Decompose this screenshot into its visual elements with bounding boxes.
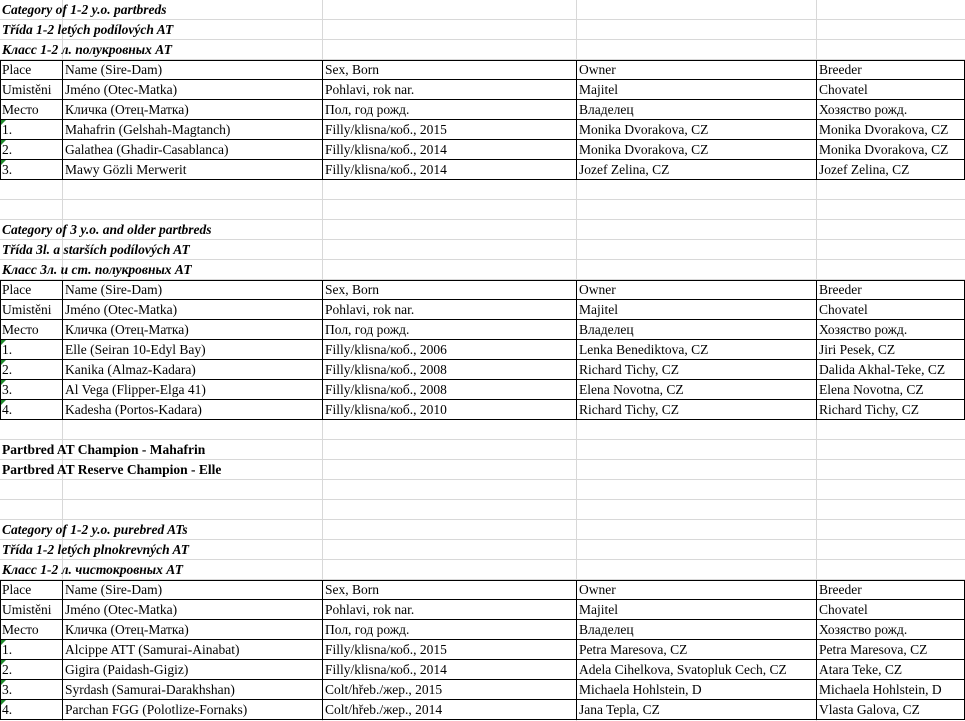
place-cell-text: Place [2,582,32,597]
breeder-cell-text: Dalida Akhal-Teke, CZ [819,362,946,377]
owner-cell-text: Lenka Benediktova, CZ [579,342,709,357]
name-cell-text: Jméno (Otec-Matka) [65,302,178,317]
table-border [0,299,965,300]
owner-cell[interactable] [577,100,817,120]
place-cell-text: 1. [2,642,13,657]
sex-born-cell[interactable] [323,80,577,100]
breeder-cell[interactable] [817,360,965,380]
owner-cell[interactable] [577,680,817,700]
owner-cell[interactable] [577,280,817,300]
name-cell-text: Al Vega (Flipper-Elga 41) [65,382,206,397]
breeder-cell-text: Michaela Hohlstein, D [819,682,942,697]
sex-born-cell-text: Colt/hřeb./жер., 2014 [325,702,443,717]
owner-cell[interactable] [577,360,817,380]
sex-born-cell-text: Filly/klisna/коб., 2014 [325,142,447,157]
place-cell[interactable] [0,60,63,80]
breeder-cell-text: Elena Novotna, CZ [819,382,924,397]
name-cell[interactable] [63,640,323,660]
header-row [0,300,965,320]
sex-born-cell-text: Filly/klisna/коб., 2014 [325,162,447,177]
owner-cell-text: Majitel [579,82,618,97]
breeder-cell[interactable] [817,140,965,160]
place-cell[interactable] [0,620,63,640]
sex-born-cell-text: Пол, год рожд. [325,322,410,337]
table-border [576,580,577,720]
breeder-cell-text: Petra Maresova, CZ [819,642,928,657]
table-border [0,139,965,140]
table-border [0,699,965,700]
place-cell[interactable] [0,280,63,300]
owner-cell[interactable] [577,120,817,140]
sex-born-cell-text: Sex, Born [325,582,379,597]
table-border [576,280,577,420]
sex-born-cell[interactable] [323,160,577,180]
sex-born-cell[interactable] [323,140,577,160]
place-cell[interactable] [0,400,63,420]
owner-cell-text: Michaela Hohlstein, D [579,682,702,697]
name-cell-text: Parchan FGG (Polotlize-Fornaks) [65,702,248,717]
sex-born-cell[interactable] [323,700,577,720]
name-cell[interactable] [63,380,323,400]
sex-born-cell[interactable] [323,320,577,340]
table-row [0,120,965,140]
header-row [0,280,965,300]
owner-cell-text: Elena Novotna, CZ [579,382,684,397]
sheet-row [0,540,965,560]
place-cell-text: 1. [2,122,13,137]
place-cell[interactable] [0,700,63,720]
place-cell-text: 4. [2,702,13,717]
owner-cell-text: Petra Maresova, CZ [579,642,688,657]
name-cell[interactable] [63,280,323,300]
table-border [0,280,1,420]
name-cell-text: Name (Sire-Dam) [65,62,163,77]
name-cell[interactable] [63,100,323,120]
name-cell[interactable] [63,360,323,380]
place-cell[interactable] [0,600,63,620]
breeder-cell-text: Breeder [819,582,862,597]
name-cell[interactable] [63,300,323,320]
breeder-cell[interactable] [817,100,965,120]
table-row [0,160,965,180]
sex-born-cell[interactable] [323,340,577,360]
place-cell-text: Place [2,282,32,297]
breeder-cell-text: Хозяство рожд. [819,622,908,637]
name-cell-text: Кличка (Отец-Матка) [65,322,189,337]
table-border [0,159,965,160]
header-row [0,80,965,100]
place-cell-text: Место [2,622,39,637]
breeder-cell[interactable] [817,660,965,680]
table-border [816,280,817,420]
name-cell[interactable] [63,400,323,420]
name-cell[interactable] [63,80,323,100]
table-row [0,640,965,660]
place-cell[interactable] [0,380,63,400]
name-cell-text: Кличка (Отец-Матка) [65,622,189,637]
name-cell-text: Jméno (Otec-Matka) [65,602,178,617]
owner-cell-text: Jana Tepla, CZ [579,702,660,717]
sex-born-cell[interactable] [323,620,577,640]
table-border [0,60,965,61]
table-border [62,580,63,720]
place-cell[interactable] [0,340,63,360]
header-row [0,620,965,640]
breeder-cell[interactable] [817,680,965,700]
owner-cell[interactable] [577,700,817,720]
place-cell-text: 1. [2,342,13,357]
breeder-cell[interactable] [817,60,965,80]
name-cell[interactable] [63,120,323,140]
sex-born-cell-text: Filly/klisna/коб., 2010 [325,402,447,417]
table-border [816,60,817,180]
place-cell-text: Umistěni [2,82,52,97]
category-title: Třída 3l. a starších podílových AT [2,242,190,257]
name-cell[interactable] [63,140,323,160]
table-border [0,399,965,400]
place-cell[interactable] [0,680,63,700]
breeder-cell-text: Chovatel [819,302,868,317]
place-cell[interactable] [0,160,63,180]
table-border [62,60,63,180]
owner-cell-text: Jozef Zelina, CZ [579,162,670,177]
place-cell-text: 4. [2,402,13,417]
owner-cell[interactable] [577,160,817,180]
table-border [0,379,965,380]
category-title: Category of 3 y.o. and older partbreds [2,222,212,237]
table-border [816,580,817,720]
name-cell[interactable] [63,580,323,600]
breeder-cell-text: Jiri Pesek, CZ [819,342,896,357]
breeder-cell-text: Breeder [819,282,862,297]
owner-cell[interactable] [577,340,817,360]
place-cell-text: Umistěni [2,302,52,317]
breeder-cell-text: Хозяство рожд. [819,322,908,337]
header-row [0,320,965,340]
sex-born-cell[interactable] [323,400,577,420]
breeder-cell[interactable] [817,640,965,660]
sex-born-cell-text: Filly/klisna/коб., 2014 [325,662,447,677]
place-cell-text: 2. [2,142,13,157]
place-cell-text: Место [2,322,39,337]
name-cell-text: Kadesha (Portos-Kadara) [65,402,202,417]
sex-born-cell[interactable] [323,360,577,380]
table-border [0,99,965,100]
place-cell[interactable] [0,640,63,660]
owner-cell[interactable] [577,660,817,680]
table-border [0,280,965,281]
breeder-cell[interactable] [817,120,965,140]
breeder-cell-text: Monika Dvorakova, CZ [819,122,949,137]
table-border [0,419,965,420]
breeder-cell-text: Breeder [819,62,862,77]
name-cell-text: Kanika (Almaz-Kadara) [65,362,196,377]
table-border [0,119,965,120]
place-cell[interactable] [0,320,63,340]
name-cell[interactable] [63,340,323,360]
owner-cell-text: Owner [579,582,616,597]
sheet-row [0,20,965,40]
table-border [322,280,323,420]
sheet-row [0,440,965,460]
table-row [0,660,965,680]
name-cell-text: Name (Sire-Dam) [65,282,163,297]
owner-cell[interactable] [577,80,817,100]
breeder-cell-text: Richard Tichy, CZ [819,402,920,417]
sheet-row [0,40,965,60]
table-row [0,360,965,380]
place-cell-text: 2. [2,662,13,677]
owner-cell-text: Monika Dvorakova, CZ [579,122,709,137]
name-cell-text: Syrdash (Samurai-Darakhshan) [65,682,235,697]
category-title: Category of 1-2 y.o. partbreds [2,2,167,17]
sheet-row [0,560,965,580]
breeder-cell-text: Vlasta Galova, CZ [819,702,920,717]
table-border [62,280,63,420]
category-title: Класс 1-2 л. чистокровных АТ [2,562,183,577]
header-row [0,580,965,600]
breeder-cell-text: Chovatel [819,82,868,97]
table-border [0,599,965,600]
name-cell-text: Mahafrin (Gelshah-Magtanch) [65,122,231,137]
name-cell-text: Name (Sire-Dam) [65,582,163,597]
name-cell-text: Gigira (Paidash-Gigiz) [65,662,189,677]
owner-cell-text: Monika Dvorakova, CZ [579,142,709,157]
place-cell[interactable] [0,100,63,120]
sex-born-cell[interactable] [323,600,577,620]
owner-cell[interactable] [577,620,817,640]
place-cell-text: 3. [2,382,13,397]
table-border [0,580,1,720]
sex-born-cell-text: Filly/klisna/коб., 2008 [325,362,447,377]
table-border [322,60,323,180]
table-row [0,680,965,700]
name-cell-text: Mawy Gözli Merwerit [65,162,187,177]
breeder-cell-text: Хозяство рожд. [819,102,908,117]
table-border [0,719,965,720]
name-cell[interactable] [63,680,323,700]
sheet-row [0,240,965,260]
sex-born-cell-text: Pohlavi, rok nar. [325,302,415,317]
category-title: Category of 1-2 y.o. purebred ATs [2,522,188,537]
table-row [0,140,965,160]
owner-cell-text: Owner [579,282,616,297]
sheet-row [0,520,965,540]
grid-row-line [0,499,965,500]
owner-cell[interactable] [577,140,817,160]
table-border [0,60,1,180]
name-cell[interactable] [63,700,323,720]
owner-cell-text: Majitel [579,602,618,617]
owner-cell-text: Владелец [579,322,634,337]
breeder-cell[interactable] [817,160,965,180]
place-cell[interactable] [0,660,63,680]
sex-born-cell[interactable] [323,280,577,300]
place-cell[interactable] [0,580,63,600]
table-border [0,339,965,340]
name-cell[interactable] [63,160,323,180]
breeder-cell-text: Jozef Zelina, CZ [819,162,910,177]
table-row [0,700,965,720]
table-border [0,359,965,360]
table-border [0,619,965,620]
owner-cell-text: Adela Cihelkova, Svatopluk Cech, CZ [579,662,787,677]
place-cell-text: 3. [2,682,13,697]
sex-born-cell-text: Pohlavi, rok nar. [325,82,415,97]
sex-born-cell[interactable] [323,380,577,400]
owner-cell[interactable] [577,580,817,600]
place-cell[interactable] [0,360,63,380]
place-cell-text: 3. [2,162,13,177]
owner-cell[interactable] [577,320,817,340]
place-cell-text: 2. [2,362,13,377]
sex-born-cell[interactable] [323,120,577,140]
name-cell-text: Galathea (Ghadir-Casablanca) [65,142,229,157]
name-cell-text: Jméno (Otec-Matka) [65,82,178,97]
owner-cell[interactable] [577,640,817,660]
sex-born-cell-text: Sex, Born [325,62,379,77]
owner-cell-text: Владелец [579,622,634,637]
category-title: Класс 3л. и ст. полукровных АТ [2,262,192,277]
owner-cell-text: Richard Tichy, CZ [579,362,680,377]
place-cell-text: Место [2,102,39,117]
breeder-cell[interactable] [817,340,965,360]
table-border [322,580,323,720]
breeder-cell-text: Atara Teke, CZ [819,662,903,677]
category-title: Класс 1-2 л. полукровных АТ [2,42,173,57]
breeder-cell[interactable] [817,600,965,620]
breeder-cell[interactable] [817,300,965,320]
sex-born-cell[interactable] [323,300,577,320]
place-cell[interactable] [0,140,63,160]
table-row [0,400,965,420]
sex-born-cell-text: Пол, год рожд. [325,622,410,637]
breeder-cell[interactable] [817,400,965,420]
champion-line: Partbred AT Champion - Mahafrin [2,442,206,457]
header-row [0,60,965,80]
owner-cell-text: Richard Tichy, CZ [579,402,680,417]
owner-cell-text: Владелец [579,102,634,117]
champion-line: Partbred AT Reserve Champion - Elle [2,462,222,477]
owner-cell[interactable] [577,300,817,320]
breeder-cell[interactable] [817,380,965,400]
sex-born-cell-text: Filly/klisna/коб., 2006 [325,342,447,357]
header-row [0,600,965,620]
owner-cell-text: Owner [579,62,616,77]
sheet-row [0,0,965,20]
place-cell[interactable] [0,120,63,140]
table-border [0,79,965,80]
table-border [0,679,965,680]
category-title: Třída 1-2 letých plnokrevných AT [2,542,189,557]
name-cell[interactable] [63,620,323,640]
sex-born-cell[interactable] [323,580,577,600]
table-border [0,659,965,660]
breeder-cell[interactable] [817,80,965,100]
sex-born-cell-text: Filly/klisna/коб., 2015 [325,642,447,657]
owner-cell[interactable] [577,380,817,400]
category-title: Třída 1-2 letých podílových AT [2,22,174,37]
sheet-row [0,260,965,280]
name-cell[interactable] [63,320,323,340]
table-border [0,639,965,640]
owner-cell[interactable] [577,400,817,420]
breeder-cell[interactable] [817,700,965,720]
sex-born-cell-text: Filly/klisna/коб., 2008 [325,382,447,397]
name-cell-text: Alcippe ATT (Samurai-Ainabat) [65,642,240,657]
owner-cell[interactable] [577,60,817,80]
place-cell[interactable] [0,300,63,320]
sex-born-cell[interactable] [323,100,577,120]
table-border [576,60,577,180]
table-border [0,319,965,320]
breeder-cell[interactable] [817,620,965,640]
sheet-row [0,220,965,240]
place-cell-text: Umistěni [2,602,52,617]
sex-born-cell-text: Пол, год рожд. [325,102,410,117]
place-cell-text: Place [2,62,32,77]
sex-born-cell-text: Colt/hřeb./жер., 2015 [325,682,443,697]
name-cell[interactable] [63,60,323,80]
header-row [0,100,965,120]
breeder-cell[interactable] [817,280,965,300]
sheet-row [0,460,965,480]
breeder-cell-text: Chovatel [819,602,868,617]
place-cell[interactable] [0,80,63,100]
table-border [0,580,965,581]
table-row [0,340,965,360]
name-cell[interactable] [63,600,323,620]
name-cell-text: Кличка (Отец-Матка) [65,102,189,117]
owner-cell[interactable] [577,600,817,620]
sex-born-cell-text: Pohlavi, rok nar. [325,602,415,617]
sex-born-cell-text: Filly/klisna/коб., 2015 [325,122,447,137]
owner-cell-text: Majitel [579,302,618,317]
name-cell-text: Elle (Seiran 10-Edyl Bay) [65,342,206,357]
breeder-cell[interactable] [817,320,965,340]
sex-born-cell-text: Sex, Born [325,282,379,297]
breeder-cell-text: Monika Dvorakova, CZ [819,142,949,157]
table-border [0,179,965,180]
sex-born-cell[interactable] [323,60,577,80]
breeder-cell[interactable] [817,580,965,600]
name-cell[interactable] [63,660,323,680]
table-row [0,380,965,400]
grid-row-line [0,199,965,200]
sex-born-cell[interactable] [323,680,577,700]
sex-born-cell[interactable] [323,640,577,660]
sex-born-cell[interactable] [323,660,577,680]
